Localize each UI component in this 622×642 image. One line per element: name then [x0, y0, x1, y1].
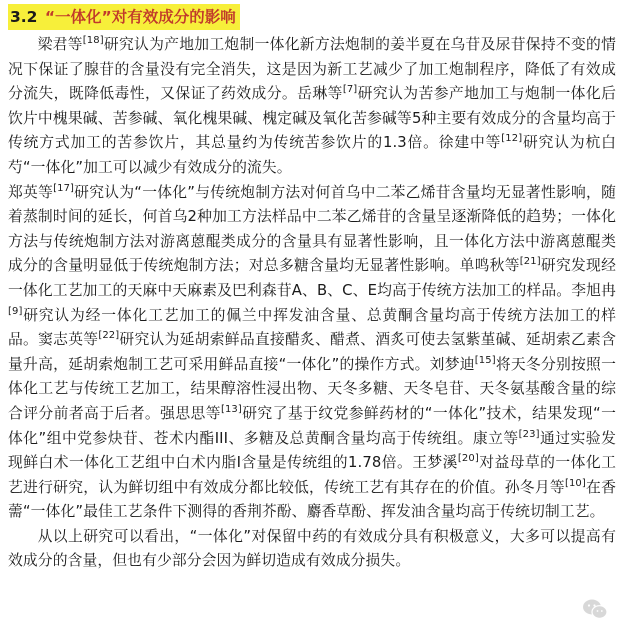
section-title: “一体化”对有效成分的影响 [44, 8, 236, 26]
section-number: 3.2 [10, 8, 38, 26]
citation-ref: [10] [564, 477, 586, 489]
paragraph-text: 研究认为产地加工炮制一体化新方法炮制的姜半夏在乌苷及尿苷保持不变的情况下保证了腺苷的含量没有完全消失，这是因为新工艺减少了加工炮制程序，降低了有效成分流失，既降低毒性，又保证了药效成分。岳琳等 [8, 36, 616, 103]
paragraph-text: 通过实验发现鲜白术一体化工艺组中白术内脂I含量是传统组的1.78倍。王梦溪 [8, 429, 616, 472]
citation-ref: [12] [501, 133, 523, 145]
citation-ref: [17] [53, 182, 75, 194]
citation-ref: [18] [82, 35, 104, 47]
paragraph-text: 研究认为延胡索鲜品直接醋炙、醋煮、酒炙可使去氢紫堇碱、延胡索乙素含量升高，延胡索炮制工艺可采用鲜品直接“一体化”的操作方式。刘梦迪 [8, 331, 616, 373]
citation-ref: [15] [474, 354, 496, 366]
citation-ref: [9] [8, 305, 23, 317]
paragraph-text: 郑英等 [8, 183, 54, 201]
citation-ref: [20] [457, 453, 479, 465]
paragraph-text: 研究认为苦参产地加工与炮制一体化后饮片中槐果碱、苦参碱、氧化槐果碱、槐定碱及氧化苦参碱等5种主要有效成分的含量均高于传统方式加工的苦参饮片，其总量约为传统苦参饮片的1.3倍。徐建中等 [8, 85, 616, 152]
citation-ref: [23] [518, 428, 540, 440]
wechat-logo-icon [582, 598, 608, 620]
citation-ref: [22] [98, 330, 120, 342]
paragraph [8, 33, 616, 181]
paragraph [8, 525, 616, 574]
body-text [8, 33, 616, 574]
citation-ref: [21] [519, 256, 541, 268]
paragraph-text: 从以上研究可以看出，“一体化”对保留中药的有效成分具有积极意义，大多可以提高有效成分的含量，但也有少部分会因为鲜切造成有效成分损失。 [8, 527, 616, 570]
citation-ref: [7] [342, 84, 358, 96]
section-heading [8, 4, 240, 30]
paragraph-text: 对益母草的一体化工艺进行研究，认为鲜切组中有效成分都比较低，传统工艺有其存在的价值。孙冬月等 [8, 454, 616, 496]
paragraph-text: 研究认为“一体化”与传统炮制方法对何首乌中二苯乙烯苷含量均无显著性影响，随着蒸制时间的延长，何首乌2种加工方法样品中二苯乙烯苷的含量呈逐渐降低的趋势；一体化方法与传统炮制方法对游离蒽醌类成分的含量具有显著性影响，且一体化方法中游离蒽醌类成分的含量明显低于传统炮制方法；对总多糖含量均无显著性影响。单鸣秋等 [8, 183, 616, 275]
paragraph-text: 研究认为经一体化工艺加工的佩兰中挥发油含量、总黄酮含量均高于传统方法加工的样品。窦志英等 [8, 306, 616, 349]
paragraph-text: 将天冬分别按照一体化工艺与传统工艺加工，结果醇溶性浸出物、天冬多糖、天冬皂苷、天冬氨基酸含量的综合评分前者高于后者。强思思等 [8, 355, 616, 422]
paragraph-text: 在香薷“一体化”最佳工艺条件下测得的香荆芥酚、麝香草酚、挥发油含量均高于传统切制工艺。 [8, 478, 617, 521]
paragraph-text: 梁君等 [37, 36, 83, 53]
paragraph-text: 研究认为杭白芍“一体化”加工可以减少有效成分的流失。 [8, 134, 616, 176]
paragraph-text: 研究发现经一体化工艺加工的天麻中天麻素及巴利森苷A、B、C、E均高于传统方法加工的样品。李旭冉 [8, 257, 616, 299]
citation-ref: [13] [220, 403, 242, 415]
paragraph-text: 研究了基于纹党参鲜药材的“一体化”技术，结果发现“一体化”组中党参炔苷、苍术内酯III、多糖及总黄酮含量均高于传统组。康立等 [8, 404, 616, 447]
paragraph [8, 181, 616, 525]
